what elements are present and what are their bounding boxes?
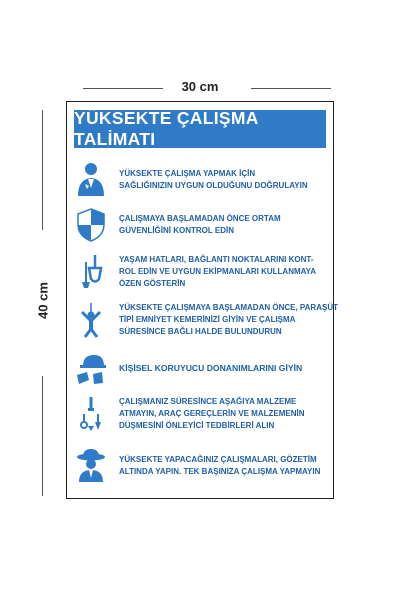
instruction-item [73,446,327,486]
width-dimension-label: 30 cm [181,79,219,94]
instruction-text: KİŞİSEL KORUYUCU DONANIMLARINI GİYİN [119,362,303,373]
ppe-helmet-glove-icon [73,348,109,388]
instruction-text: ÇALIŞMAYA BAŞLAMADAN ÖNCE ORTAM GÜVENLİĞİNİ KONTROL EDİN [119,214,281,235]
lifeline-hook-icon [73,252,109,292]
height-dimension-label: 40 cm [35,282,51,319]
shield-icon [73,205,109,245]
height-dimension-line-bottom [42,376,43,496]
supervisor-icon [73,446,109,486]
instruction-item [73,394,327,434]
instruction-item [73,252,327,292]
instruction-text: YÜKSEKTE ÇALIŞMAYA BAŞLAMADAN ÖNCE, PARAŞÜT TİPİ EMNİYET KEMERİNİZİ GİYİN VE ÇALIŞMA SÜRESİNCE BAĞLI HALDE BULUNDURUN [119,303,338,336]
height-dimension-line-top [42,110,43,230]
worker-health-icon [73,160,109,200]
height-dimension [28,108,58,498]
width-dimension [65,78,335,98]
safety-sign [66,101,338,499]
instruction-text: YAŞAM HATLARI, BAĞLANTI NOKTALARINI KONT- ROL EDİN VE UYGUN EKİPMANLARI KULLANMAYA ÖZEN GÖSTERİN [119,255,317,288]
instruction-text: YÜKSEKTE YAPACAĞINIZ ÇALIŞMALARI, GÖZETİM ALTINDA YAPIN. TEK BAŞINIZA ÇALIŞMA YAPMAYIN [119,455,321,476]
harness-person-icon [73,300,109,340]
instruction-item [73,160,327,200]
instruction-item [73,205,327,245]
sign-title-bar [74,110,326,148]
instruction-text: YÜKSEKTE ÇALIŞMA YAPMAK İÇİN SAĞLIĞINIZIN UYGUN OLDUĞUNU DOĞRULAYIN [119,169,308,190]
width-dimension-line-right [251,88,331,89]
instruction-text: ÇALIŞMANIZ SÜRESİNCE AŞAĞIYA MALZEME ATMAYIN, ARAÇ GEREÇLERİN VE MALZEMENİN DÜŞMESİNİ ÖNLEYİCİ TEDBİRLERİ ALIN [119,397,305,430]
falling-tools-icon [73,394,109,434]
instruction-item [73,300,338,340]
instruction-item [73,348,327,388]
sign-title: YÜKSEKTE ÇALIŞMA TALİMATI [74,108,259,149]
